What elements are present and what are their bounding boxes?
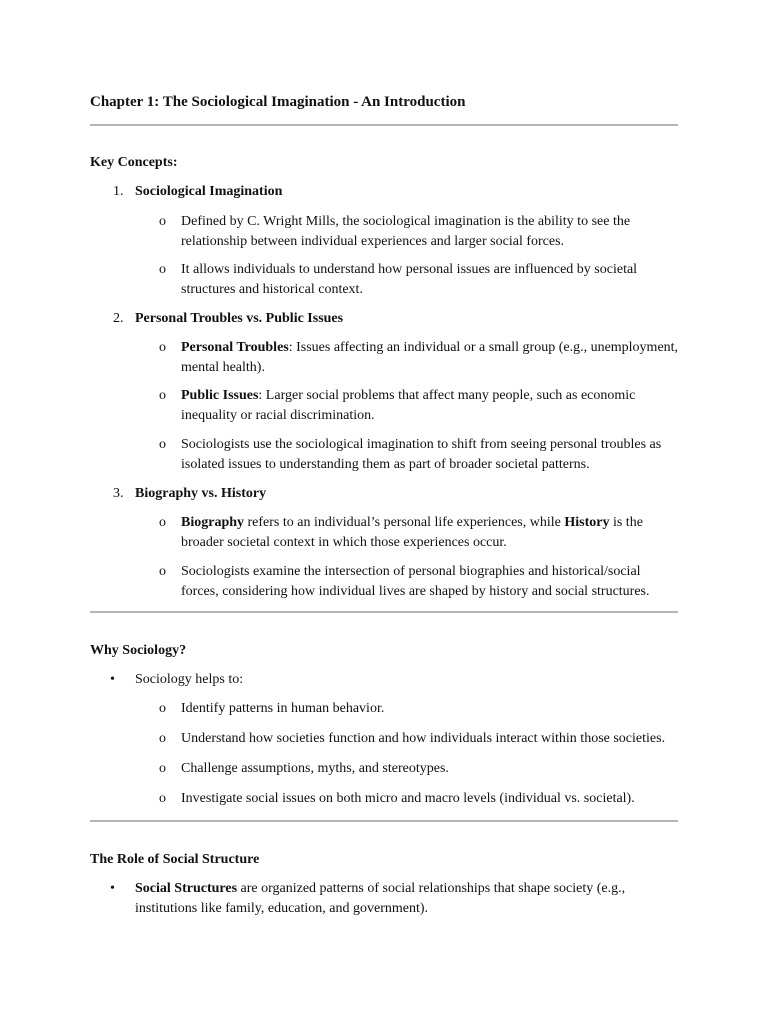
definition: is the broader societal context in which those experiences occur. <box>181 515 643 550</box>
list-item: Understand how societies function and how individuals interact within those societies. <box>181 731 666 746</box>
list-item: Sociologists use the sociological imagination to shift from seeing personal troubles as isolated issues to understanding them as part of broader societal patterns. <box>181 437 662 472</box>
definition: : Issues affecting an individual or a small group (e.g., unemployment, mental health). <box>181 340 679 375</box>
sub-bullet: o <box>159 731 166 746</box>
why-sociology-heading: Why Sociology? <box>90 643 187 658</box>
sub-bullet: o <box>159 791 166 806</box>
page-title: Chapter 1: The Sociological Imagination - An Introduction <box>90 94 466 110</box>
definition: refers to an individual’s personal life experiences, while <box>244 515 565 530</box>
sub-bullet: o <box>159 437 166 452</box>
list-item: Sociology helps to: <box>135 672 244 687</box>
term: Social Structures <box>135 881 238 896</box>
sub-bullet: o <box>159 262 166 277</box>
sub-bullet: o <box>159 515 166 530</box>
concept-heading: Sociological Imagination <box>135 184 283 199</box>
divider <box>90 611 678 613</box>
list-item <box>181 513 681 553</box>
term: Public Issues <box>181 388 259 403</box>
list-item <box>135 879 635 919</box>
list-item: It allows individuals to understand how personal issues are influenced by societal structures and historical context. <box>181 262 638 297</box>
sub-bullet: o <box>159 340 166 355</box>
key-concepts-heading: Key Concepts: <box>90 155 178 170</box>
list-item <box>181 338 681 378</box>
concept-heading: Personal Troubles vs. Public Issues <box>135 311 344 326</box>
list-number: 3. <box>113 486 124 501</box>
bullet: • <box>110 672 115 687</box>
list-number: 2. <box>113 311 124 326</box>
sub-bullet: o <box>159 701 166 716</box>
list-number: 1. <box>113 184 124 199</box>
list-item: Challenge assumptions, myths, and stereotypes. <box>181 761 449 776</box>
sub-bullet: o <box>159 388 166 403</box>
list-item: Identify patterns in human behavior. <box>181 701 385 716</box>
list-item: Sociologists examine the intersection of personal biographies and historical/social forces, considering how individual lives are shaped by history and social structures. <box>181 564 650 599</box>
concept-heading: Biography vs. History <box>135 486 267 501</box>
definition: are organized patterns of social relationships that shape society (e.g., institutions like family, education, and government). <box>135 881 626 916</box>
list-item: Investigate social issues on both micro and macro levels (individual vs. societal). <box>181 791 635 806</box>
sub-bullet: o <box>159 214 166 229</box>
term: Personal Troubles <box>181 340 289 355</box>
definition: : Larger social problems that affect many people, such as economic inequality or racial discrimination. <box>181 388 636 423</box>
term: History <box>564 515 610 530</box>
divider <box>90 820 678 822</box>
bullet: • <box>110 881 115 896</box>
list-item: Defined by C. Wright Mills, the sociological imagination is the ability to see the relationship between individual experiences and larger social forces. <box>181 214 631 249</box>
sub-bullet: o <box>159 564 166 579</box>
sub-bullet: o <box>159 761 166 776</box>
term: Biography <box>181 515 245 530</box>
social-structure-heading: The Role of Social Structure <box>90 852 260 867</box>
list-item <box>181 386 681 426</box>
divider <box>90 124 678 126</box>
